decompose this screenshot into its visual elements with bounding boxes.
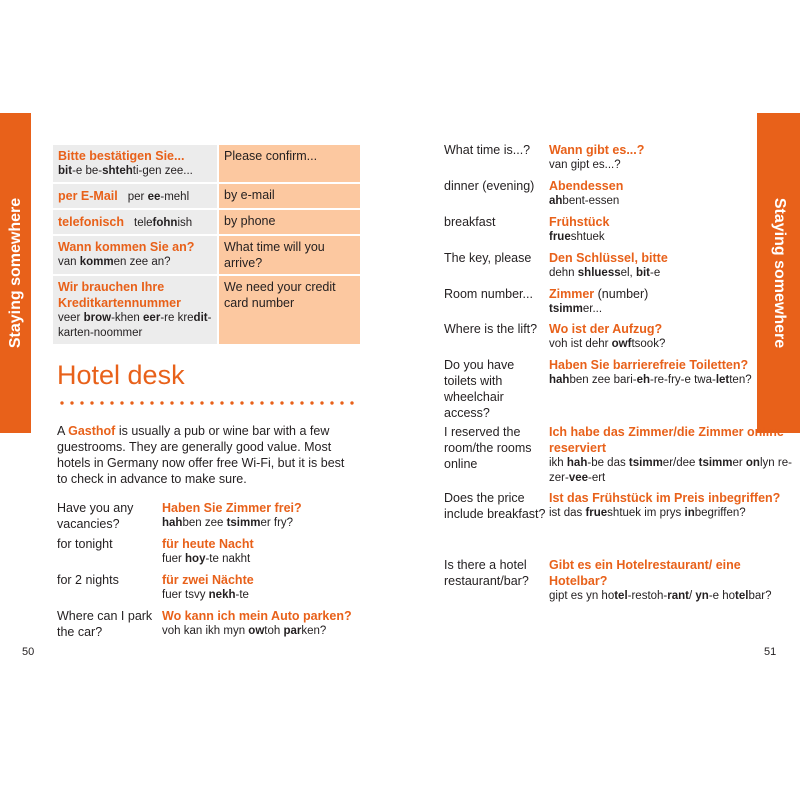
german-text: Ich habe das Zimmer/die Zimmer online reserviert: [549, 425, 784, 455]
pron-stress: komm: [79, 256, 114, 268]
translation: [549, 490, 780, 522]
pronunciation: [162, 624, 352, 639]
intro-paragraph: A Gasthof is usually a pub or wine bar with a few guestrooms. They are generally good value. Most hotels in Germany now offer free Wi-Fi, but it is best to check in advance to make sure.: [57, 424, 345, 486]
german-text: Haben Sie Zimmer frei?: [162, 501, 302, 515]
english-phrase: [57, 500, 162, 532]
pron-part: begriffen?: [694, 507, 746, 519]
phrase-row: [444, 557, 800, 604]
pron-part: er/dee: [662, 457, 699, 469]
pron-part: gipt es yn ho: [549, 590, 615, 602]
pronunciation: [128, 191, 189, 203]
english-text: for tonight: [57, 537, 113, 551]
german-text: Abendessen: [549, 179, 624, 193]
pron-part: dehn: [549, 267, 578, 279]
vocab-table: [53, 145, 360, 346]
translation: [162, 572, 254, 603]
phrase-row: [444, 142, 644, 173]
pron-part: ti-gen zee...: [132, 165, 193, 177]
pron-part: voh kan ikh myn: [162, 625, 249, 637]
pronunciation: [134, 217, 192, 229]
english-phrase: [444, 178, 549, 209]
pronunciation: [549, 589, 800, 604]
pron-part: -e ho: [708, 590, 736, 602]
pron-part: ist das: [549, 507, 586, 519]
pron-stress: owf: [611, 338, 632, 350]
pron-part: fuer tsvy: [162, 589, 209, 601]
side-tab-right: [757, 113, 800, 433]
pron-part: -khen: [111, 312, 144, 324]
page-number-right: 51: [764, 646, 777, 658]
pronunciation: [162, 552, 254, 567]
pron-stress: ee: [147, 191, 161, 203]
pron-part: en zee an?: [113, 256, 171, 268]
pronunciation: [549, 194, 623, 209]
translation: [549, 250, 668, 281]
pron-stress: par: [283, 625, 302, 637]
pronunciation: [162, 588, 254, 603]
german-phrase: Wir brauchen Ihre Kreditkartennummer: [58, 280, 181, 310]
pron-stress: tsimm: [549, 303, 583, 315]
translation: [549, 557, 800, 604]
english-text: Room number...: [444, 287, 533, 301]
english-text: Where is the lift?: [444, 322, 538, 336]
pron-part: tele: [134, 217, 153, 229]
pron-part: el,: [620, 267, 636, 279]
pron-part: toh: [264, 625, 284, 637]
pron-stress: shteh: [102, 165, 133, 177]
side-tab-label: Staying somewhere: [770, 197, 788, 349]
english-phrase: [444, 424, 549, 486]
english-text: What time is...?: [444, 143, 531, 157]
vocab-row: [53, 145, 360, 182]
english-phrase: [444, 286, 549, 317]
pron-stress: fohn: [152, 217, 178, 229]
pron-part: van gipt es...?: [549, 159, 621, 171]
phrase-row: [444, 286, 648, 317]
english-text: breakfast: [444, 215, 496, 229]
pron-part: bent-essen: [562, 195, 620, 207]
pron-stress: vee: [568, 472, 588, 484]
pronunciation: [58, 311, 212, 341]
pron-part: lyn re-zer-: [549, 457, 792, 484]
pron-stress: nekh: [208, 589, 236, 601]
pron-part: tsook?: [631, 338, 666, 350]
german-phrase: [549, 286, 648, 302]
pron-part: voh ist dehr: [549, 338, 612, 350]
pron-part: /: [689, 590, 696, 602]
pron-part: er fry?: [260, 517, 294, 529]
german-text: für zwei Nächte: [162, 573, 254, 587]
pronunciation: [58, 164, 212, 179]
english-text: Have you any vacancies?: [57, 501, 134, 531]
vocab-german-line: [58, 213, 212, 231]
pronunciation: [549, 230, 609, 245]
phrase-row: [57, 608, 352, 640]
pron-stress: rant: [667, 590, 689, 602]
pron-stress: tel: [614, 590, 628, 602]
pron-part: ben zee bari-: [569, 374, 637, 386]
section-heading: Hotel desk: [57, 360, 185, 390]
pron-part: shtuek im prys: [607, 507, 685, 519]
german-phrase: [162, 536, 254, 552]
german-phrase: [549, 214, 609, 230]
phrase-row: [444, 424, 800, 486]
pron-part: ish: [177, 217, 193, 229]
translation: [549, 142, 644, 173]
english-text: Is there a hotel restaurant/bar?: [444, 558, 529, 588]
pron-stress: eh: [636, 374, 650, 386]
german-phrase: per E-Mail: [58, 189, 118, 203]
pron-stress: tsimm: [628, 457, 663, 469]
pron-part: -mehl: [160, 191, 190, 203]
translation: [549, 214, 609, 245]
pron-part: -e be-: [72, 165, 103, 177]
translation: [549, 424, 800, 486]
pron-stress: brow: [83, 312, 112, 324]
dotted-divider: [57, 400, 357, 406]
english-phrase: [444, 321, 549, 352]
german-text: Frühstück: [549, 215, 610, 229]
pron-stress: frue: [585, 507, 608, 519]
pronunciation: [549, 158, 644, 173]
pronunciation: [549, 373, 752, 388]
pron-part: per: [127, 191, 148, 203]
pron-stress: dit: [193, 312, 208, 324]
phrase-row: [57, 572, 254, 603]
english-phrase: [444, 490, 549, 522]
pron-stress: on: [745, 457, 760, 469]
translation: [162, 536, 254, 567]
vocab-german-cell: [53, 184, 217, 208]
pron-part: -re kre: [160, 312, 194, 324]
pron-part: ikh: [549, 457, 567, 469]
german-phrase: [162, 608, 352, 624]
translation: [162, 500, 302, 532]
phrase-row: [57, 536, 254, 567]
pron-part: ten?: [729, 374, 752, 386]
english-phrase: [444, 214, 549, 245]
german-text: Den Schlüssel, bitte: [549, 251, 668, 265]
vocab-english-cell: Please confirm...: [219, 145, 360, 182]
english-text: Where can I park the car?: [57, 609, 153, 639]
pron-part: -re-fry-e twa-: [650, 374, 716, 386]
english-phrase: [57, 572, 162, 603]
german-phrase: [549, 178, 623, 194]
pron-part: er: [732, 457, 746, 469]
pron-part: veer: [58, 312, 84, 324]
vocab-english-cell: by e-mail: [219, 184, 360, 208]
german-text: Haben Sie barrierefreie Toiletten?: [549, 358, 749, 372]
translation: [162, 608, 352, 640]
german-phrase: [162, 572, 254, 588]
pron-part: shtuek: [570, 231, 605, 243]
pron-stress: in: [684, 507, 695, 519]
german-phrase: [549, 142, 644, 158]
english-phrase: [444, 250, 549, 281]
german-text: für heute Nacht: [162, 537, 254, 551]
translation: [549, 178, 623, 209]
german-text: Gibt es ein Hotelrestaurant/ eine Hotelbar?: [549, 558, 741, 588]
pron-stress: bit: [635, 267, 651, 279]
pron-stress: hoy: [185, 553, 206, 565]
pron-stress: tsimm: [226, 517, 261, 529]
german-phrase: Bitte bestätigen Sie...: [58, 149, 185, 163]
phrase-row: [444, 178, 623, 209]
pron-stress: eer: [143, 312, 161, 324]
english-phrase: [57, 608, 162, 640]
pron-part: -karten-noommer: [58, 312, 212, 339]
english-note: (evening): [478, 179, 535, 193]
vocab-german-cell: [53, 145, 217, 182]
english-text: I reserved the room/the rooms online: [444, 425, 532, 471]
german-text: Zimmer: [549, 287, 595, 301]
english-phrase: [444, 357, 549, 421]
phrase-row: [57, 500, 302, 532]
vocab-german-line: [58, 187, 212, 205]
english-text: The key, please: [444, 251, 532, 265]
german-text: Wo kann ich mein Auto parken?: [162, 609, 352, 623]
pron-part: -ert: [588, 472, 606, 484]
german-phrase: [549, 250, 668, 266]
pronunciation: [549, 456, 800, 486]
side-tab-left: [0, 113, 31, 433]
vocab-row: [53, 276, 360, 344]
pronunciation: [549, 266, 668, 281]
pron-part: ben zee: [182, 517, 227, 529]
phrase-row: [444, 490, 780, 522]
pron-stress: tsimm: [698, 457, 733, 469]
phrase-row: [444, 250, 668, 281]
english-phrase: [444, 557, 549, 604]
translation: [549, 357, 752, 421]
german-phrase: [549, 490, 780, 506]
pron-part: -te: [235, 589, 249, 601]
phrase-row: [444, 357, 752, 421]
pron-part: -be das: [587, 457, 629, 469]
german-text: Ist das Frühstück im Preis inbegriffen?: [549, 491, 781, 505]
vocab-english-cell: by phone: [219, 210, 360, 234]
phrase-row: [444, 321, 665, 352]
pron-part: -te nakht: [205, 553, 251, 565]
vocab-row: [53, 184, 360, 208]
pron-stress: ah: [549, 195, 563, 207]
translation: [549, 321, 665, 352]
pron-stress: hah: [162, 517, 183, 529]
german-note: (number): [594, 287, 649, 301]
vocab-row: [53, 236, 360, 274]
pronunciation: [162, 516, 302, 531]
pron-stress: bit: [58, 165, 73, 177]
translation: [549, 286, 648, 317]
german-text: Wann gibt es...?: [549, 143, 645, 157]
german-phrase: telefonisch: [58, 215, 124, 229]
pronunciation: [549, 337, 665, 352]
pron-stress: tel: [735, 590, 749, 602]
vocab-german-cell: [53, 276, 217, 344]
side-tab-label: Staying somewhere: [6, 197, 24, 349]
vocab-german-cell: [53, 210, 217, 234]
pron-part: van: [58, 256, 80, 268]
pron-part: er...: [582, 303, 603, 315]
pronunciation: [549, 506, 780, 521]
german-text: Wo ist der Aufzug?: [549, 322, 663, 336]
pron-part: -restoh-: [627, 590, 668, 602]
page-number-left: 50: [22, 646, 35, 658]
english-text: dinner: [444, 179, 479, 193]
pron-part: -e: [650, 267, 661, 279]
pron-stress: hah: [566, 457, 588, 469]
pron-part: bar?: [748, 590, 772, 602]
pron-stress: yn: [695, 590, 709, 602]
english-phrase: [444, 142, 549, 173]
english-phrase: [57, 536, 162, 567]
vocab-row: [53, 210, 360, 234]
pron-stress: frue: [549, 231, 571, 243]
vocab-english-cell: What time will you arrive?: [219, 236, 360, 274]
pron-stress: ow: [248, 625, 265, 637]
pronunciation: [549, 302, 648, 317]
german-phrase: [549, 557, 800, 589]
german-phrase: [549, 424, 800, 456]
german-phrase: [549, 357, 752, 373]
phrase-row: [444, 214, 609, 245]
german-phrase: [162, 500, 302, 516]
pronunciation: [58, 255, 212, 270]
pron-stress: shluess: [577, 267, 621, 279]
vocab-english-cell: We need your credit card number: [219, 276, 360, 344]
english-text: Do you have toilets with wheelchair access?: [444, 358, 515, 420]
pron-part: ken?: [301, 625, 327, 637]
german-phrase: Wann kommen Sie an?: [58, 240, 195, 254]
english-text: for 2 nights: [57, 573, 119, 587]
german-phrase: [549, 321, 665, 337]
pron-stress: hah: [549, 374, 570, 386]
pron-part: fuer: [162, 553, 186, 565]
pron-stress: let: [715, 374, 730, 386]
english-text: Does the price include breakfast?: [444, 491, 546, 521]
vocab-german-cell: [53, 236, 217, 274]
